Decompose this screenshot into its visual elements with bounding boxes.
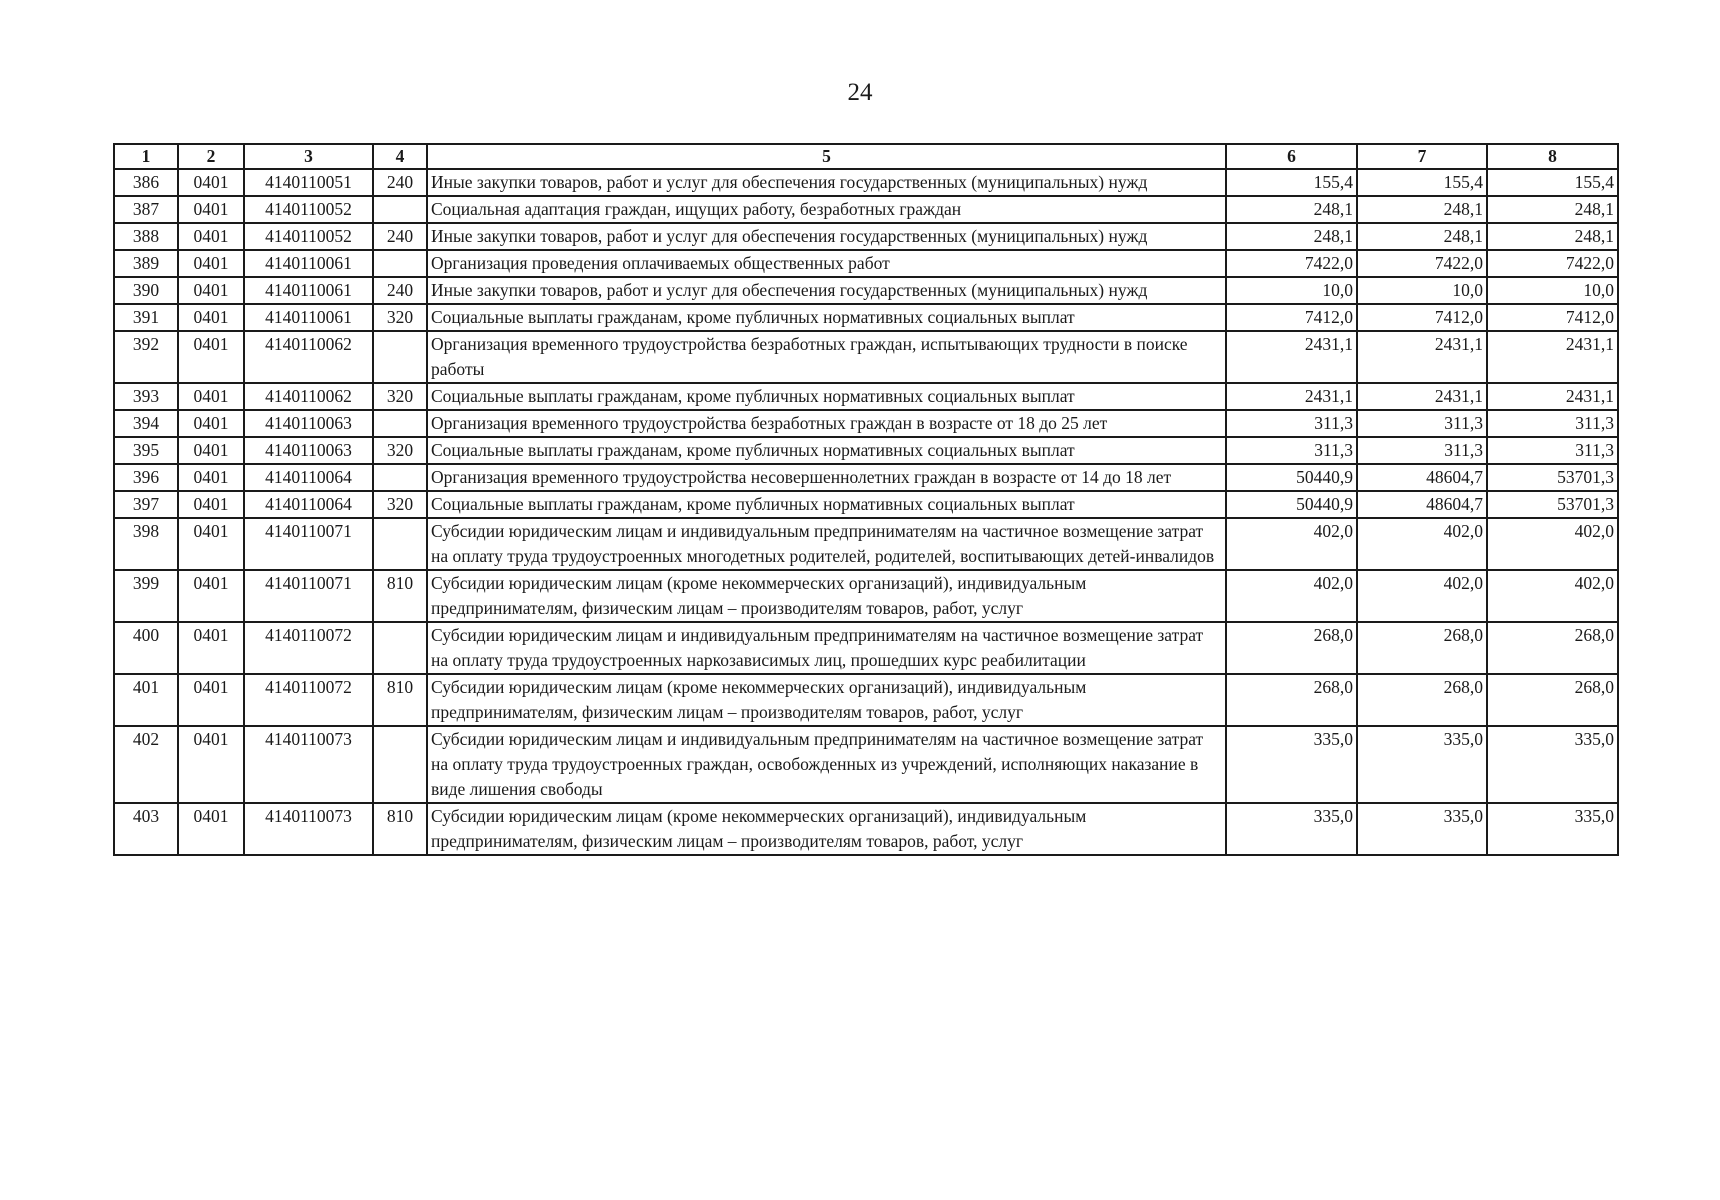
- amount-col8-cell: 248,1: [1487, 196, 1618, 223]
- description-cell: Социальные выплаты гражданам, кроме публичных нормативных социальных выплат: [427, 437, 1226, 464]
- table-row: [114, 803, 1618, 855]
- expense-type-cell: 240: [373, 169, 427, 196]
- description-cell: Иные закупки товаров, работ и услуг для обеспечения государственных (муниципальных) нужд: [427, 169, 1226, 196]
- header-cell: 4: [373, 144, 427, 169]
- amount-col6-cell: 402,0: [1226, 518, 1357, 570]
- description-cell: Социальная адаптация граждан, ищущих работу, безработных граждан: [427, 196, 1226, 223]
- section-code-cell: 0401: [178, 196, 244, 223]
- amount-col7-cell: 402,0: [1357, 570, 1487, 622]
- section-code-cell: 0401: [178, 570, 244, 622]
- expense-type-cell: [373, 410, 427, 437]
- expense-type-cell: 810: [373, 674, 427, 726]
- table-row: [114, 383, 1618, 410]
- amount-col6-cell: 335,0: [1226, 726, 1357, 803]
- amount-col8-cell: 268,0: [1487, 622, 1618, 674]
- description-cell: Субсидии юридическим лицам (кроме некоммерческих организаций), индивидуальным предпринимателям, физическим лицам – производителям товаров, работ, услуг: [427, 570, 1226, 622]
- header-cell: 2: [178, 144, 244, 169]
- table-row: [114, 518, 1618, 570]
- amount-col8-cell: 7422,0: [1487, 250, 1618, 277]
- amount-col6-cell: 155,4: [1226, 169, 1357, 196]
- table-row: [114, 410, 1618, 437]
- description-cell: Субсидии юридическим лицам и индивидуальным предпринимателям на частичное возмещение затрат на оплату труда трудоустроенных граждан, освобожденных из учреждений, исполняющих наказание в виде лишения свободы: [427, 726, 1226, 803]
- table-row: [114, 464, 1618, 491]
- target-article-cell: 4140110052: [244, 196, 373, 223]
- amount-col7-cell: 248,1: [1357, 223, 1487, 250]
- expense-type-cell: [373, 726, 427, 803]
- target-article-cell: 4140110051: [244, 169, 373, 196]
- amount-col6-cell: 311,3: [1226, 410, 1357, 437]
- target-article-cell: 4140110063: [244, 437, 373, 464]
- expense-type-cell: 810: [373, 570, 427, 622]
- amount-col7-cell: 311,3: [1357, 437, 1487, 464]
- row-number-cell: 388: [114, 223, 178, 250]
- row-number-cell: 389: [114, 250, 178, 277]
- section-code-cell: 0401: [178, 803, 244, 855]
- amount-col7-cell: 7412,0: [1357, 304, 1487, 331]
- row-number-cell: 399: [114, 570, 178, 622]
- header-row: [114, 144, 1618, 169]
- row-number-cell: 401: [114, 674, 178, 726]
- target-article-cell: 4140110064: [244, 491, 373, 518]
- expense-type-cell: [373, 622, 427, 674]
- description-cell: Иные закупки товаров, работ и услуг для обеспечения государственных (муниципальных) нужд: [427, 277, 1226, 304]
- target-article-cell: 4140110062: [244, 383, 373, 410]
- description-cell: Иные закупки товаров, работ и услуг для обеспечения государственных (муниципальных) нужд: [427, 223, 1226, 250]
- target-article-cell: 4140110062: [244, 331, 373, 383]
- amount-col8-cell: 335,0: [1487, 803, 1618, 855]
- expense-type-cell: [373, 464, 427, 491]
- target-article-cell: 4140110052: [244, 223, 373, 250]
- expense-type-cell: [373, 331, 427, 383]
- amount-col8-cell: 2431,1: [1487, 331, 1618, 383]
- amount-col6-cell: 2431,1: [1226, 383, 1357, 410]
- target-article-cell: 4140110072: [244, 674, 373, 726]
- table-row: [114, 196, 1618, 223]
- amount-col6-cell: 311,3: [1226, 437, 1357, 464]
- section-code-cell: 0401: [178, 622, 244, 674]
- amount-col8-cell: 402,0: [1487, 518, 1618, 570]
- target-article-cell: 4140110063: [244, 410, 373, 437]
- table-row: [114, 570, 1618, 622]
- amount-col8-cell: 53701,3: [1487, 464, 1618, 491]
- amount-col6-cell: 50440,9: [1226, 464, 1357, 491]
- expense-type-cell: 240: [373, 277, 427, 304]
- section-code-cell: 0401: [178, 250, 244, 277]
- header-cell: 8: [1487, 144, 1618, 169]
- page-number: 24: [847, 79, 873, 106]
- section-code-cell: 0401: [178, 726, 244, 803]
- description-cell: Субсидии юридическим лицам (кроме некоммерческих организаций), индивидуальным предпринимателям, физическим лицам – производителям товаров, работ, услуг: [427, 803, 1226, 855]
- table-row: [114, 277, 1618, 304]
- expense-type-cell: [373, 518, 427, 570]
- row-number-cell: 386: [114, 169, 178, 196]
- table-row: [114, 169, 1618, 196]
- section-code-cell: 0401: [178, 464, 244, 491]
- amount-col6-cell: 7412,0: [1226, 304, 1357, 331]
- header-cell: 1: [114, 144, 178, 169]
- table-row: [114, 726, 1618, 803]
- amount-col6-cell: 268,0: [1226, 674, 1357, 726]
- section-code-cell: 0401: [178, 518, 244, 570]
- amount-col8-cell: 311,3: [1487, 437, 1618, 464]
- amount-col7-cell: 335,0: [1357, 803, 1487, 855]
- amount-col7-cell: 48604,7: [1357, 491, 1487, 518]
- budget-table: [113, 143, 1619, 856]
- row-number-cell: 398: [114, 518, 178, 570]
- row-number-cell: 392: [114, 331, 178, 383]
- row-number-cell: 403: [114, 803, 178, 855]
- target-article-cell: 4140110061: [244, 277, 373, 304]
- amount-col7-cell: 335,0: [1357, 726, 1487, 803]
- section-code-cell: 0401: [178, 169, 244, 196]
- header-cell: 5: [427, 144, 1226, 169]
- expense-type-cell: [373, 250, 427, 277]
- amount-col7-cell: 2431,1: [1357, 331, 1487, 383]
- section-code-cell: 0401: [178, 304, 244, 331]
- amount-col8-cell: 155,4: [1487, 169, 1618, 196]
- expense-type-cell: 320: [373, 383, 427, 410]
- section-code-cell: 0401: [178, 223, 244, 250]
- amount-col7-cell: 48604,7: [1357, 464, 1487, 491]
- amount-col8-cell: 311,3: [1487, 410, 1618, 437]
- row-number-cell: 391: [114, 304, 178, 331]
- description-cell: Организация временного трудоустройства безработных граждан, испытывающих трудности в поиске работы: [427, 331, 1226, 383]
- section-code-cell: 0401: [178, 437, 244, 464]
- amount-col6-cell: 248,1: [1226, 223, 1357, 250]
- amount-col7-cell: 10,0: [1357, 277, 1487, 304]
- amount-col6-cell: 2431,1: [1226, 331, 1357, 383]
- table-row: [114, 223, 1618, 250]
- description-cell: Организация временного трудоустройства несовершеннолетних граждан в возрасте от 14 до 18 лет: [427, 464, 1226, 491]
- amount-col7-cell: 311,3: [1357, 410, 1487, 437]
- amount-col8-cell: 7412,0: [1487, 304, 1618, 331]
- amount-col7-cell: 2431,1: [1357, 383, 1487, 410]
- description-cell: Социальные выплаты гражданам, кроме публичных нормативных социальных выплат: [427, 491, 1226, 518]
- row-number-cell: 397: [114, 491, 178, 518]
- expense-type-cell: [373, 196, 427, 223]
- amount-col6-cell: 268,0: [1226, 622, 1357, 674]
- amount-col6-cell: 10,0: [1226, 277, 1357, 304]
- description-cell: Организация проведения оплачиваемых общественных работ: [427, 250, 1226, 277]
- target-article-cell: 4140110073: [244, 803, 373, 855]
- header-cell: 6: [1226, 144, 1357, 169]
- expense-type-cell: 320: [373, 437, 427, 464]
- expense-type-cell: 320: [373, 304, 427, 331]
- row-number-cell: 396: [114, 464, 178, 491]
- amount-col7-cell: 268,0: [1357, 674, 1487, 726]
- table-row: [114, 304, 1618, 331]
- header-cell: 7: [1357, 144, 1487, 169]
- amount-col8-cell: 335,0: [1487, 726, 1618, 803]
- amount-col8-cell: 268,0: [1487, 674, 1618, 726]
- section-code-cell: 0401: [178, 277, 244, 304]
- amount-col6-cell: 402,0: [1226, 570, 1357, 622]
- amount-col6-cell: 7422,0: [1226, 250, 1357, 277]
- table-row: [114, 622, 1618, 674]
- table-row: [114, 250, 1618, 277]
- amount-col7-cell: 7422,0: [1357, 250, 1487, 277]
- description-cell: Субсидии юридическим лицам и индивидуальным предпринимателям на частичное возмещение затрат на оплату труда трудоустроенных наркозависимых лиц, прошедших курс реабилитации: [427, 622, 1226, 674]
- row-number-cell: 395: [114, 437, 178, 464]
- amount-col8-cell: 10,0: [1487, 277, 1618, 304]
- amount-col8-cell: 53701,3: [1487, 491, 1618, 518]
- amount-col7-cell: 268,0: [1357, 622, 1487, 674]
- amount-col7-cell: 402,0: [1357, 518, 1487, 570]
- amount-col7-cell: 248,1: [1357, 196, 1487, 223]
- target-article-cell: 4140110061: [244, 250, 373, 277]
- description-cell: Организация временного трудоустройства безработных граждан в возрасте от 18 до 25 лет: [427, 410, 1226, 437]
- amount-col6-cell: 248,1: [1226, 196, 1357, 223]
- description-cell: Социальные выплаты гражданам, кроме публичных нормативных социальных выплат: [427, 383, 1226, 410]
- amount-col7-cell: 155,4: [1357, 169, 1487, 196]
- target-article-cell: 4140110071: [244, 518, 373, 570]
- target-article-cell: 4140110071: [244, 570, 373, 622]
- table-row: [114, 437, 1618, 464]
- section-code-cell: 0401: [178, 383, 244, 410]
- target-article-cell: 4140110064: [244, 464, 373, 491]
- row-number-cell: 393: [114, 383, 178, 410]
- expense-type-cell: 240: [373, 223, 427, 250]
- description-cell: Субсидии юридическим лицам и индивидуальным предпринимателям на частичное возмещение затрат на оплату труда трудоустроенных многодетных родителей, родителей, воспитывающих детей-инвалидов: [427, 518, 1226, 570]
- target-article-cell: 4140110072: [244, 622, 373, 674]
- section-code-cell: 0401: [178, 491, 244, 518]
- row-number-cell: 387: [114, 196, 178, 223]
- row-number-cell: 400: [114, 622, 178, 674]
- table-body: [114, 169, 1618, 855]
- amount-col8-cell: 248,1: [1487, 223, 1618, 250]
- table-row: [114, 331, 1618, 383]
- row-number-cell: 394: [114, 410, 178, 437]
- table-row: [114, 491, 1618, 518]
- section-code-cell: 0401: [178, 331, 244, 383]
- description-cell: Социальные выплаты гражданам, кроме публичных нормативных социальных выплат: [427, 304, 1226, 331]
- section-code-cell: 0401: [178, 674, 244, 726]
- amount-col6-cell: 50440,9: [1226, 491, 1357, 518]
- target-article-cell: 4140110061: [244, 304, 373, 331]
- header-cell: 3: [244, 144, 373, 169]
- row-number-cell: 390: [114, 277, 178, 304]
- amount-col6-cell: 335,0: [1226, 803, 1357, 855]
- table-row: [114, 674, 1618, 726]
- expense-type-cell: 320: [373, 491, 427, 518]
- expense-type-cell: 810: [373, 803, 427, 855]
- row-number-cell: 402: [114, 726, 178, 803]
- target-article-cell: 4140110073: [244, 726, 373, 803]
- amount-col8-cell: 402,0: [1487, 570, 1618, 622]
- description-cell: Субсидии юридическим лицам (кроме некоммерческих организаций), индивидуальным предпринимателям, физическим лицам – производителям товаров, работ, услуг: [427, 674, 1226, 726]
- amount-col8-cell: 2431,1: [1487, 383, 1618, 410]
- section-code-cell: 0401: [178, 410, 244, 437]
